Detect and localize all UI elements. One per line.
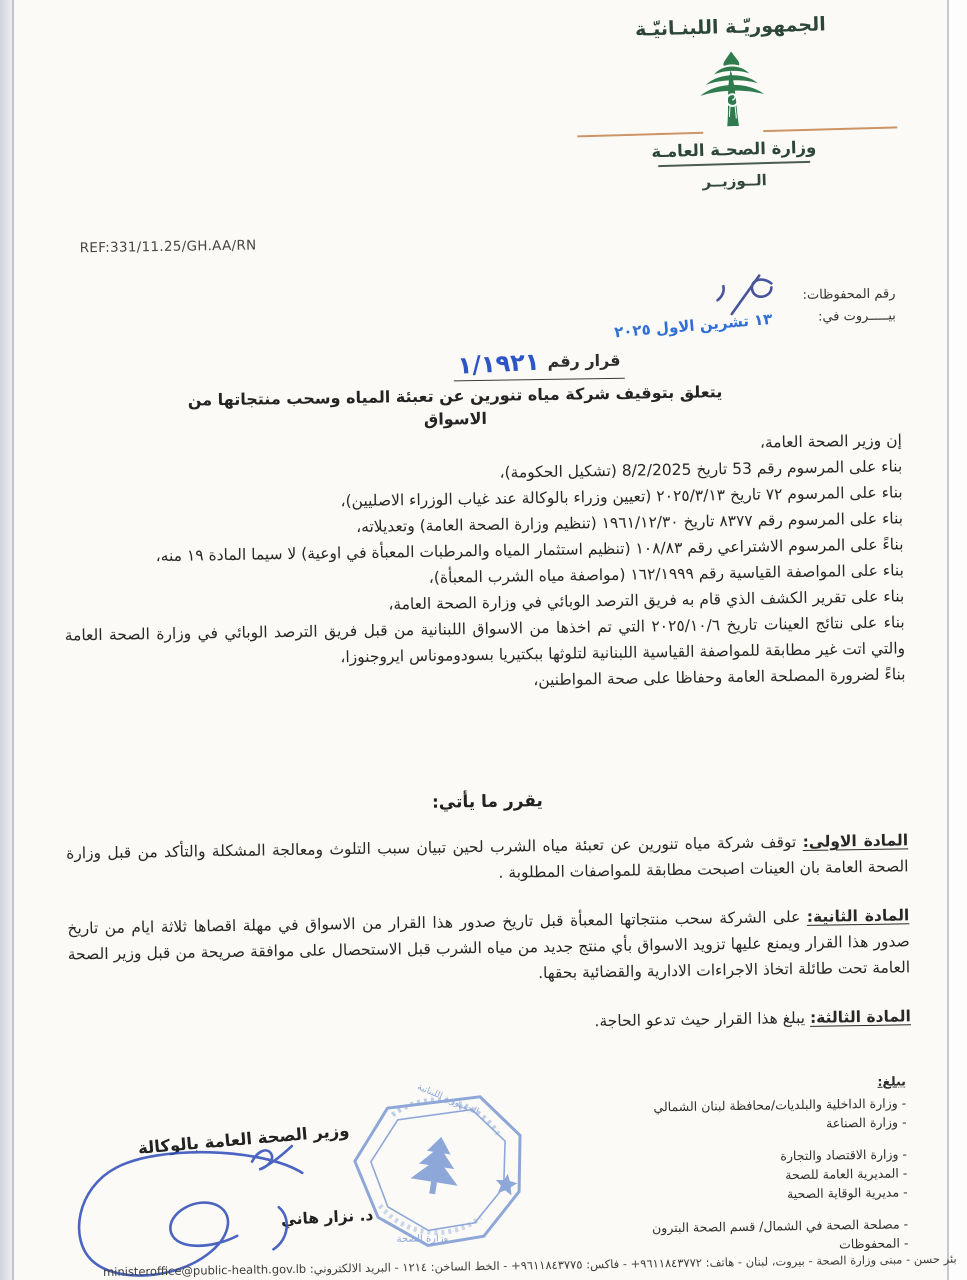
preamble-clause: بناء على المرسوم ٧٢ تاريخ ٢٠٢٥/٣/١٣ (تعيين وزراء بالوكالة عند غياب الوزراء الاصليين)، — [340, 483, 903, 511]
signature-name: د. نزار هاني — [280, 1206, 374, 1229]
distribution-item: - وزارة الصناعة — [825, 1114, 907, 1131]
header-rule-left — [577, 132, 703, 138]
distribution-list — [572, 1071, 909, 1257]
decision-title-block — [453, 348, 625, 382]
article-1-label: المادة الاولى: — [802, 831, 909, 851]
distribution-item: - مديرية الوقاية الصحية — [786, 1184, 908, 1202]
preamble-clause: بناء على المرسوم رقم 53 تاريخ 8/2/2025 (تشكيل الحكومة)، — [499, 457, 903, 482]
preamble-clause: بناء على نتائج العينات تاريخ ٢٠٢٥/١٠/٦ التي تم اخذها من الاسواق اللبنانية من قبل فريق الترصد الوبائي في وزارة الصحة العامة والتي اتت غير مطابقة للمواصفة القياسية اللبنانية لتلوثها ببكتيريا بسودوموناس ايروجنوزا، — [64, 613, 906, 667]
reference-number: REF:331/11.25/GH.AA/RN — [79, 237, 257, 257]
decision-title: قرار رقم — [547, 350, 621, 371]
minister-title: الــوزيــر — [702, 171, 768, 191]
handwritten-decision-number: ١/١٩٢١ — [456, 347, 541, 380]
preamble — [62, 427, 906, 700]
decision-subject: يتعلق بتوقيف شركة مياه تنورين عن تعبئة المياه وسحب منتجاتها من الاسواق — [187, 382, 723, 429]
archive-block — [585, 283, 896, 342]
resolution-heading: يقرر ما يأتي: — [431, 791, 544, 813]
articles — [66, 827, 911, 1065]
article-3 — [69, 1003, 911, 1042]
preamble-clause: بناء على تقرير الكشف الذي قام به فريق الترصد الوبائي في وزارة الصحة العامة، — [388, 587, 905, 614]
lebanese-cedar-logo-icon — [688, 47, 776, 133]
distribution-item: - وزارة الداخلية والبلديات/محافظة لبنان الشمالي — [653, 1095, 907, 1115]
article-2-text: على الشركة سحب منتجاتها المعبأة قبل تاريخ صدور هذا القرار من الاسواق في مهلة اقصاها ثلاثة ايام من تاريخ صدور هذا القرار ويمنع عليها تزويد الاسواق بأي منتج جديد من مياه الشرب قبل الاستحصال على موافقة صريحة من قبل وزير الصحة العامة تحت طائلة اتخاذ الاجراءات الادارية والقضائية بحقها. — [67, 908, 911, 983]
preamble-clause: إن وزير الصحة العامة، — [759, 431, 902, 452]
minister-signature-ink — [66, 1140, 332, 1280]
stamp-text-top: الجمهورية اللبنانية — [415, 1082, 480, 1118]
distribution-heading: يبلغ: — [877, 1073, 906, 1089]
distribution-item: - المديرية العامة للصحة — [785, 1165, 908, 1183]
handwritten-date: ١٣ تشرين الاول ٢٠٢٥ — [613, 309, 774, 342]
preamble-clause: بناءً على المرسوم الاشتراعي رقم ١٠٨/٨٣ (تنظيم استثمار المياه والمرطبات المعبأة في اوعية) لا سيما المادة ١٩ منه، — [155, 535, 904, 566]
footer-contact: بئر حسن - مبنى وزارة الصحة - بيروت، لبنان - هاتف: ٩٦١١٨٤٣٧٧٢+ - فاكس: ٩٦١١٨٤٣٧٧٥+ - الخط الساخن: ١٢١٤ - البريد الالكتروني: ministeroffice@public-health.gov.lb — [102, 1251, 957, 1280]
archive-number-label: رقم المحفوظات: — [802, 286, 896, 303]
letterhead — [564, 11, 901, 194]
distribution-item: - وزارة الاقتصاد والتجارة — [780, 1146, 908, 1164]
article-1-text: توقف شركة مياه تنورين عن تعبئة مياه الشرب لحين تبيان سبب التلوث ومعالجة المشكلة والتأكد من قبل وزارة الصحة العامة بان العينات اصبحت مطابقة للمواصفات المطلوبة . — [66, 833, 909, 882]
ministry-stamp — [334, 1074, 538, 1264]
preamble-clause: بناءً لضرورة المصلحة العامة وحفاظا على صحة المواطنين، — [533, 665, 906, 690]
ministry-underline — [658, 161, 810, 167]
header-rule-right — [763, 126, 897, 132]
beirut-date-label: بيـــــروت في: — [817, 308, 896, 325]
article-3-text: يبلغ هذا القرار حيث تدعو الحاجة. — [594, 1008, 806, 1031]
preamble-clause: بناء على المواصفة القياسية رقم ١٦٢/١٩٩٩ (مواصفة مياه الشرب المعبأة)، — [428, 561, 904, 587]
article-3-label: المادة الثالثة: — [809, 1007, 911, 1027]
article-2 — [67, 902, 910, 993]
article-2-label: المادة الثانية: — [806, 906, 910, 926]
stamp-text-bottom: وزارة الصحة — [396, 1233, 449, 1245]
distribution-item: - مصلحة الصحة في الشمال/ قسم الصحة البترون — [651, 1216, 909, 1236]
signature-title: وزير الصحة العامة بالوكالة — [137, 1120, 351, 1158]
article-1 — [66, 827, 909, 892]
distribution-item: - المحفوظات — [838, 1235, 909, 1252]
republic-title: الجمهوريّـة اللبنـانيّـة — [634, 13, 826, 41]
preamble-clause: بناء على المرسوم رقم ٨٣٧٧ تاريخ ١٩٦١/١٢/٣٠ (تنظيم وزارة الصحة العامة) وتعديلاته، — [355, 509, 904, 536]
ministry-title: وزارة الصحـة العامـة — [651, 137, 817, 162]
